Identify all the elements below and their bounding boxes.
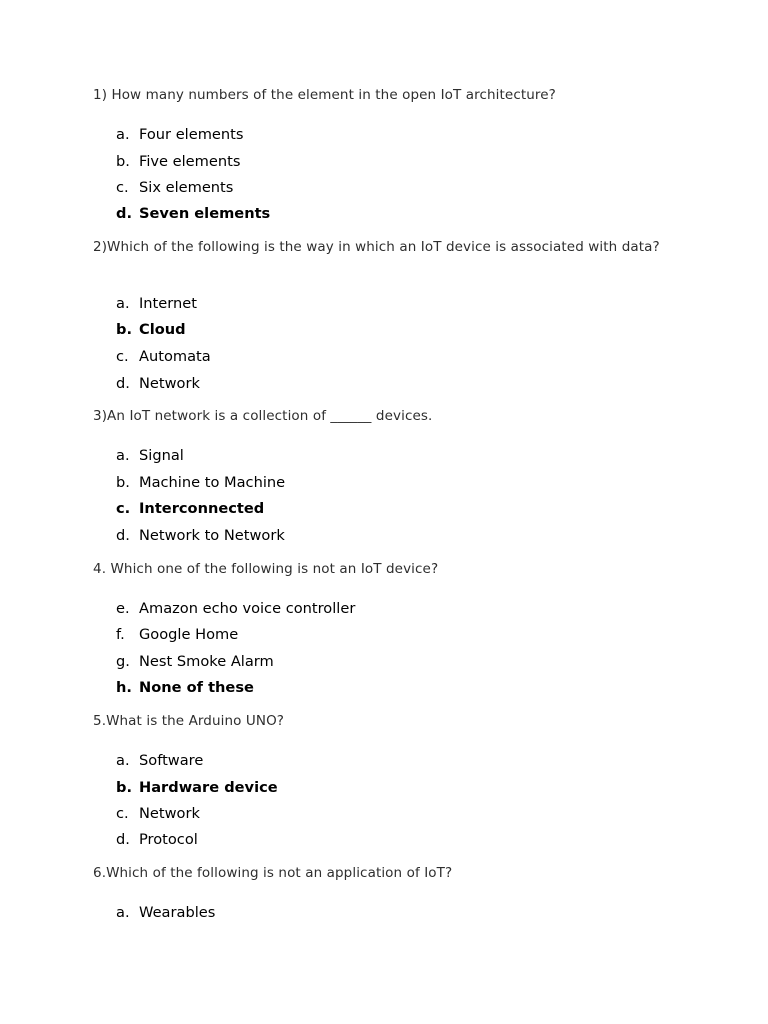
question-4-option-g	[116, 653, 274, 671]
question-2-text: 2)Which of the following is the way in which an IoT device is associated with data?	[93, 239, 660, 255]
option-marker: b.	[116, 779, 132, 796]
question-3-option-c-answer	[116, 500, 264, 518]
option-text: Network to Network	[139, 527, 285, 544]
question-1-option-c	[116, 179, 233, 197]
option-text: Interconnected	[139, 500, 265, 517]
option-marker: a.	[116, 295, 130, 312]
question-6-text: 6.Which of the following is not an application of IoT?	[93, 865, 453, 881]
option-marker: c.	[116, 179, 129, 196]
option-text: Six elements	[139, 179, 234, 196]
question-3-option-b	[116, 474, 285, 492]
question-5-option-a	[116, 752, 203, 770]
question-4-option-e	[116, 600, 355, 618]
option-marker: c.	[116, 805, 129, 822]
option-marker: d.	[116, 205, 132, 222]
option-marker: c.	[116, 500, 131, 517]
question-5-option-b-answer	[116, 779, 278, 797]
option-text: Internet	[139, 295, 197, 312]
option-marker: e.	[116, 600, 130, 617]
question-4-option-f	[116, 626, 238, 644]
option-marker: a.	[116, 447, 130, 464]
question-3-option-d	[116, 527, 285, 545]
question-2-option-b-answer	[116, 321, 186, 339]
question-1-option-a	[116, 126, 243, 144]
option-text: Machine to Machine	[139, 474, 286, 491]
question-5-text: 5.What is the Arduino UNO?	[93, 713, 285, 729]
option-marker: d.	[116, 831, 130, 848]
option-marker: b.	[116, 321, 132, 338]
option-marker: d.	[116, 375, 130, 392]
option-text: Network	[139, 805, 200, 822]
option-marker: c.	[116, 348, 129, 365]
option-marker: b.	[116, 153, 130, 170]
option-text: Amazon echo voice controller	[139, 600, 356, 617]
option-text: Google Home	[139, 626, 239, 643]
question-5-option-d	[116, 831, 198, 849]
option-text: Seven elements	[139, 205, 271, 222]
option-marker: g.	[116, 653, 130, 670]
question-6-option-a	[116, 904, 215, 922]
option-text: None of these	[139, 679, 254, 696]
question-3-text: 3)An IoT network is a collection of ______ devices.	[93, 408, 433, 424]
option-text: Software	[139, 752, 204, 769]
option-marker: h.	[116, 679, 132, 696]
option-text: Protocol	[139, 831, 198, 848]
question-1-option-b	[116, 153, 240, 171]
question-1-option-d-answer	[116, 205, 270, 223]
question-4-text: 4. Which one of the following is not an IoT device?	[93, 561, 439, 577]
question-3-option-a	[116, 447, 184, 465]
question-4-option-h-answer	[116, 679, 254, 697]
option-marker: a.	[116, 126, 130, 143]
option-text: Nest Smoke Alarm	[139, 653, 274, 670]
option-marker: f.	[116, 626, 125, 643]
option-marker: d.	[116, 527, 130, 544]
option-marker: b.	[116, 474, 130, 491]
question-2-option-d	[116, 375, 200, 393]
option-text: Signal	[139, 447, 184, 464]
question-5-option-c	[116, 805, 200, 823]
option-text: Cloud	[139, 321, 186, 338]
question-2-option-a	[116, 295, 197, 313]
option-text: Network	[139, 375, 200, 392]
question-2-option-c	[116, 348, 211, 366]
option-text: Automata	[139, 348, 211, 365]
option-text: Hardware device	[139, 779, 278, 796]
option-text: Four elements	[139, 126, 244, 143]
option-marker: a.	[116, 904, 130, 921]
option-text: Five elements	[139, 153, 241, 170]
question-1-text: 1) How many numbers of the element in the open IoT architecture?	[93, 87, 556, 103]
option-text: Wearables	[139, 904, 216, 921]
option-marker: a.	[116, 752, 130, 769]
